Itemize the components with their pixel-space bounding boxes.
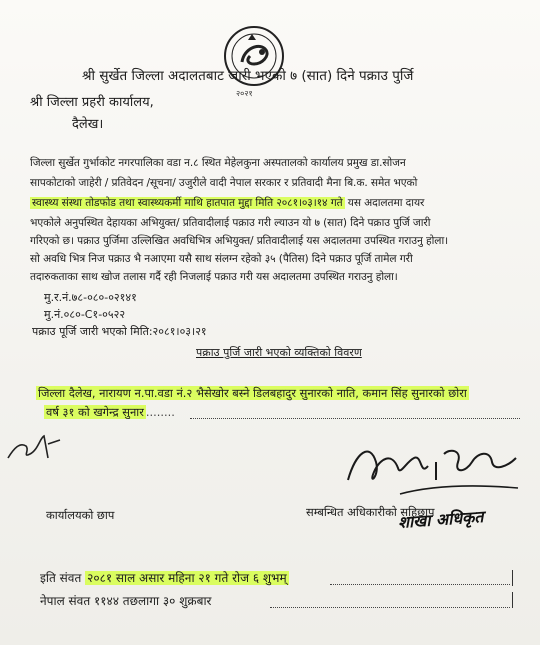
addressee-district: दैलेख।: [72, 117, 104, 132]
seal-year: २०२१: [236, 89, 253, 98]
issue-date: पक्राउ पूर्जि जारी भएको मिति:२०८१।०३।२१: [32, 325, 207, 338]
body-line-2: सापकोटाको जाहेरी / प्रतिवेदन /सूचना/ उजुरीले वादी नेपाल सरकार र प्रतिवादी मैना बि.क. समेत भएको: [30, 177, 418, 189]
highlighted-case-text: स्वास्थ्य संस्था तोडफोड तथा स्वास्थ्यकर्मी माथि हातपात मुद्दा मिति २०८१।०३।१४ गते: [32, 197, 343, 209]
date-line-1-rule: [330, 584, 510, 585]
body-line-7: तदारुकताका साथ खोज तलास गर्दै रही निजलाई पक्राउ गरी यस अदालतमा उपस्थित गराउनु होला।: [30, 271, 398, 283]
body-line-5: गरिएको छ। पक्राउ पुर्जिमा उल्लिखित अवधिभित्र अभियुक्त/ प्रतिवादीलाई यस अदालतमा उपस्थित गराउनु होला।: [30, 235, 449, 247]
officer-title: शाखा अधिकृत: [397, 507, 485, 532]
case-registration-number: मु.र.नं.७८-०८०-०२१४१: [44, 291, 137, 304]
office-stamp-label: कार्यालयको छाप: [46, 508, 115, 522]
detail-dotted-rule: [190, 418, 520, 419]
date-line-1-end: [512, 570, 513, 586]
document-title: श्री सुर्खेत जिल्ला अदालतबाट जारी भएको ७ (सात) दिने पक्राउ पुर्जि: [82, 68, 414, 84]
case-number: मु.नं.०८०-C१-०५२२: [44, 308, 126, 321]
date-line-2-end: [512, 592, 513, 608]
body-line-1: जिल्ला सुर्खेत गुर्भाकोट नगरपालिका वडा न.८ स्थित मेहेलकुना अस्पतालको कार्यालय प्रमुख डा.सोजन: [30, 157, 406, 169]
body-line-6: सो अवधि भित्र निज पक्राउ भै नआएमा यसै साथ संलग्न रहेको ३५ (पैतिस) दिने पक्राउ पूर्जि तामेल गरी: [30, 253, 413, 265]
date-line-2: नेपाल संवत ११४४ तछलागा ३० शुक्रबार: [40, 594, 212, 608]
body-line-3-rest: यस अदालतमा दायर: [344, 197, 425, 209]
left-initial-signature: [4, 428, 64, 468]
date-line-2-rule: [270, 607, 510, 608]
accused-details-line-1: जिल्ला दैलेख, नारायण न.पा.वडा नं.२ भैसेखोर बस्ने डिलबहादुर सुनारको नाति, कमान सिंह सुनारको छोरा: [38, 386, 467, 400]
addressee-office: श्री जिल्ला प्रहरी कार्यालय,: [30, 95, 154, 110]
date-line-1: इति संवत २०८१ साल असार महिना २१ गते रोज ६ शुभम्: [40, 571, 287, 585]
details-heading: पक्राउ पुर्जि जारी भएको व्यक्तिको विवरण: [196, 346, 362, 359]
officer-signature: [340, 432, 530, 512]
body-line-3: [30, 196, 424, 210]
body-line-4: भएकोले अनुपस्थित देहायका अभियुक्त/ प्रतिवादीलाई पक्राउ गरी ल्याउन यो ७ (सात) दिने पक्राउ पुर्जि जारी: [30, 217, 431, 229]
accused-details-line-2: वर्ष ३१ को खगेन्द्र सुनार ........: [46, 405, 175, 419]
officer-signature-label: सम्बन्धित अधिकारीको सहिछाप: [306, 505, 435, 519]
